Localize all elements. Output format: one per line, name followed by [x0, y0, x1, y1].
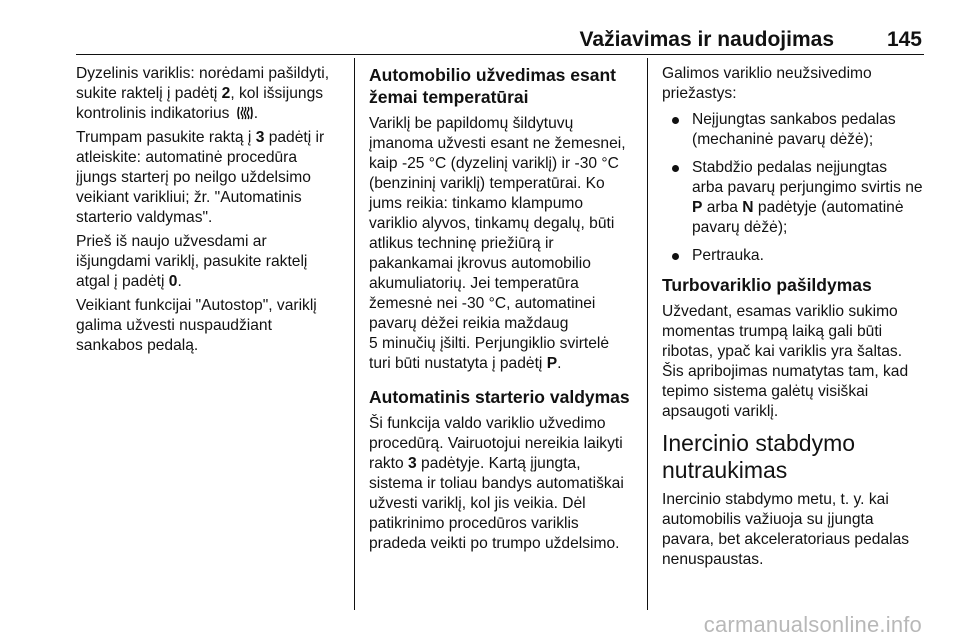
paragraph-restart: Prieš iš naujo užvesdami ar išjungdami variklį, pasukite raktelį atgal į padėtį 0.	[76, 233, 308, 290]
watermark: carmanualsonline.info	[703, 612, 922, 637]
column-divider	[354, 58, 355, 610]
paragraph-diesel-preheat: Dyzelinis variklis: norėdami pašildyti, sukite raktelį į padėtį 2, kol išsijungs kontrolinis indikatorius .	[76, 65, 330, 122]
column-3	[662, 64, 930, 574]
section-heading-fuel-cutoff: Inercinio stabdymo nutraukimas	[662, 430, 856, 483]
paragraph-auto-starter: Ši funkcija valdo variklio užvedimo procedūrą. Vairuotojui nereikia laikyti rakto 3 padėtyje. Kartą įjungta, sistema ir toliau bandys automatiškai užvesti variklį, kol jis veikia. Dėl patikrinimo procedūros variklis pradeda veikti po trumpo uždelsimo.	[369, 415, 624, 552]
glow-plug-icon	[236, 105, 254, 121]
list-item: Pertrauka.	[662, 246, 930, 266]
chapter-title: Važiavimas ir naudojimas	[579, 28, 834, 51]
page-number: 145	[886, 28, 922, 51]
section-heading-auto-starter: Automatinis starterio valdymas	[369, 387, 630, 407]
paragraph-possible-causes: Galimos variklio neužsivedimo priežastys:	[662, 65, 872, 102]
paragraph-turbo-warmup: Užvedant, esamas variklio sukimo momentas trumpą laiką gali būti ribotas, ypač kai variklis yra šaltas. Šis apribojimas numatytas tam, kad tepimo sistema galėtų visiškai apsaugoti variklį.	[662, 303, 909, 420]
list-item: Stabdžio pedalas neįjungtas arba pavarų perjungimo svirtis ne P arba N padėtyje (automatinė pavarų dėžė);	[662, 158, 930, 238]
bullet-icon	[672, 165, 679, 172]
paragraph-fuel-cutoff: Inercinio stabdymo metu, t. y. kai automobilis važiuoja su įjungta pavara, bet akceleratoriaus pedalas nenuspaustas.	[662, 491, 910, 568]
paragraph-low-temp: Variklį be papildomų šildytuvų įmanoma užvesti esant ne žemesnei, kaip -25 °C (dyzelinį variklį) ir -30 °C (benzininį variklį) temperatūrai. Ko jums reikia: tinkamo klampumo variklio alyvos, tinkamų degalų, būti atlikus techninę priežiūrą ir pakankamai įkrovus automobilio akumuliatorių. Jei temperatūra žemesnė nei -30 °C, automatinei pavarų dėžei reikia maždaug 5 minučių įšilti. Perjungiklio svirtelė turi būti nustatyta į padėtį P.	[369, 115, 626, 372]
section-heading-low-temp-start: Automobilio užvedimas esant žemai temperatūrai	[369, 65, 616, 107]
column-2	[369, 64, 637, 558]
causes-list	[662, 110, 930, 266]
column-divider	[647, 58, 648, 610]
bullet-icon	[672, 117, 679, 124]
bullet-icon	[672, 253, 679, 260]
section-heading-turbo-warmup: Turbovariklio pašildymas	[662, 275, 872, 295]
page-header	[76, 26, 924, 55]
list-item: Neįjungtas sankabos pedalas (mechaninė pavarų dėžė);	[662, 110, 930, 150]
column-1	[76, 64, 346, 360]
paragraph-turn-key: Trumpam pasukite raktą į 3 padėtį ir atleiskite: automatinė procedūra įjungs starterį po neilgo uždelsimo veikiant varikliui; žr. "Automatinis starterio valdymas".	[76, 129, 325, 226]
paragraph-autostop: Veikiant funkcijai "Autostop", variklį galima užvesti nuspaudžiant sankabos pedalą.	[76, 297, 317, 354]
